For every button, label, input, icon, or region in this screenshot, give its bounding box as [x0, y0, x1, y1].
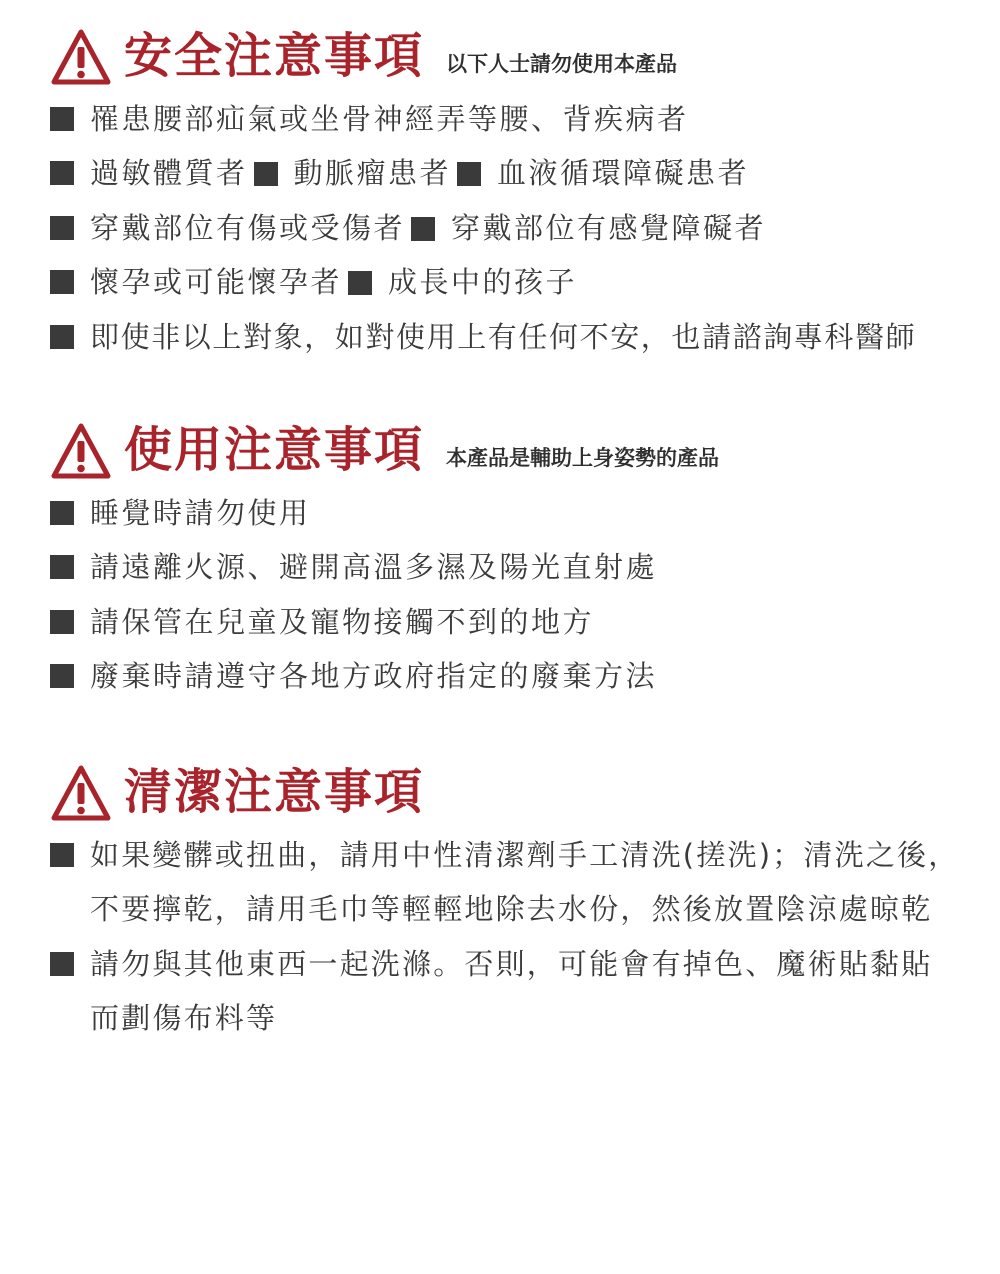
square-bullet-icon [348, 271, 372, 295]
list-item-text: 罹患腰部疝氣或坐骨神經弄等腰、背疾病者 [90, 102, 689, 136]
list-item [50, 201, 970, 255]
safety-header [50, 26, 970, 86]
cleaning-title: 清潔注意事項 [124, 764, 425, 820]
list-item [50, 595, 970, 649]
square-bullet-icon [50, 501, 74, 525]
usage-header [50, 420, 970, 480]
warning-triangle-icon [50, 764, 112, 822]
list-item-text: 血液循環障礙患者 [497, 156, 750, 191]
list-item [50, 310, 970, 364]
square-bullet-icon [457, 162, 481, 186]
list-item-text: 即使非以上對象，如對使用上有任何不安，也請諮詢專科醫師 [90, 319, 917, 354]
list-item [50, 255, 970, 309]
square-bullet-icon [50, 107, 74, 131]
safety-section [50, 26, 970, 364]
list-item [50, 146, 970, 200]
usage-subtitle: 本產品是輔助上身姿勢的產品 [446, 445, 720, 470]
list-item [50, 540, 970, 594]
usage-section [50, 420, 970, 704]
usage-list [50, 486, 970, 704]
list-item-text: 請勿與其他東西一起洗滌。否則，可能會有掉色、魔術貼黏貼而劃傷布料等 [90, 946, 933, 1036]
list-item [50, 486, 970, 540]
list-item-text: 成長中的孩子 [388, 265, 578, 300]
list-item-text: 請保管在兒童及寵物接觸不到的地方 [90, 604, 595, 639]
list-item [50, 649, 970, 703]
square-bullet-icon [50, 843, 74, 867]
square-bullet-icon [411, 217, 435, 241]
square-bullet-icon [50, 664, 74, 688]
warning-triangle-icon [50, 422, 112, 480]
safety-list [50, 92, 970, 364]
warning-triangle-icon [50, 28, 112, 86]
list-item-text: 請遠離火源、避開高溫多濕及陽光直射處 [90, 550, 658, 585]
square-bullet-icon [50, 952, 74, 976]
list-item-text: 過敏體質者 [90, 156, 248, 191]
square-bullet-icon [50, 325, 74, 349]
square-bullet-icon [50, 555, 74, 579]
square-bullet-icon [50, 270, 74, 294]
square-bullet-icon [50, 216, 74, 240]
list-item-text: 睡覺時請勿使用 [90, 496, 311, 530]
list-item [50, 92, 970, 146]
cleaning-header [50, 762, 970, 822]
square-bullet-icon [254, 162, 278, 186]
safety-subtitle: 以下人士請勿使用本產品 [446, 51, 678, 76]
square-bullet-icon [50, 161, 74, 185]
cleaning-list [50, 828, 970, 1046]
list-item-text: 廢棄時請遵守各地方政府指定的廢棄方法 [90, 659, 658, 694]
list-item-text: 如果變髒或扭曲，請用中性清潔劑手工清洗(搓洗)；清洗之後，不要擰乾，請用毛巾等輕輕地除去水份，然後放置陰涼處晾乾 [90, 838, 960, 927]
list-item-text: 穿戴部位有感覺障礙者 [451, 210, 767, 245]
list-item [50, 937, 970, 1046]
safety-title: 安全注意事項 [124, 28, 425, 84]
usage-title: 使用注意事項 [124, 422, 425, 478]
list-item-text: 動脈瘤患者 [293, 156, 452, 191]
list-item-text: 穿戴部位有傷或受傷者 [90, 210, 406, 245]
cleaning-section [50, 762, 970, 1046]
list-item-text: 懷孕或可能懷孕者 [90, 265, 343, 300]
list-item [50, 828, 970, 937]
square-bullet-icon [50, 610, 74, 634]
